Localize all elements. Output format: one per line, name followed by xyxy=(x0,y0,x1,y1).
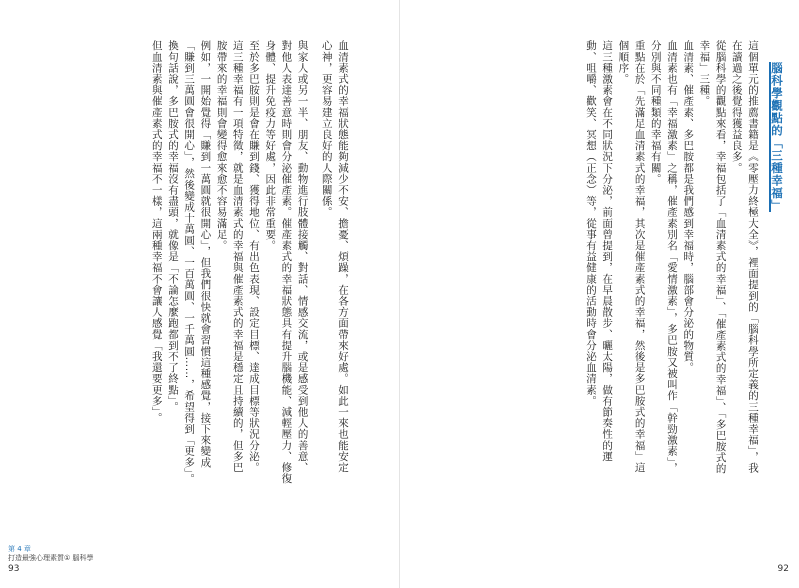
left-page xyxy=(0,0,399,588)
paragraph: 換句話說，多巴胺式的幸福沒有盡頭，就像是「不論怎麼跑都到不了終點」。 xyxy=(166,40,179,413)
paragraph: 身體、提升免疫力等好處，因此非常重要。 xyxy=(264,40,277,251)
left-page-body xyxy=(149,40,351,500)
paragraph: 對他人表達善意時則會分泌催產素。催產素式的幸福狀態具有提升腦機能、減輕壓力、修復 xyxy=(280,40,293,484)
paragraph: 分別與不同種類的幸福有關。 xyxy=(649,40,662,185)
paragraph: 至於多巴胺則是會在賺到錢、獲得地位、有出色表現、設定目標、達成目標等狀況分泌。 xyxy=(247,40,260,473)
paragraph: 胺帶來的幸福則會變得愈來愈不容易滿足。 xyxy=(215,40,228,251)
paragraph: 這三種激素會在不同狀況下分泌，前面曾提到，在早晨散步、曬太陽，做有節奏性的運 xyxy=(601,40,614,462)
paragraph-spacer xyxy=(311,40,319,500)
paragraph: 心神，更容易建立良好的人際關係。 xyxy=(320,40,333,218)
page-number: 92 xyxy=(777,564,789,574)
page-number: 93 xyxy=(8,564,20,574)
paragraph: 血清素也有「幸福激素」之稱，催產素別名「愛情激素」，多巴胺又被叫作「幹勁激素」， xyxy=(665,40,678,474)
paragraph: 血清素、催產素、多巴胺都是我們感到幸福時，腦部會分泌的物質。 xyxy=(682,40,695,373)
chapter-title: 打造最強心理素質① 腦科學 xyxy=(8,554,94,562)
section-heading: 腦科學觀點的「三種幸福」 xyxy=(770,62,784,212)
paragraph: 重點在於「先滿足血清素式的幸福，其次是催產素式的幸福，然後是多巴胺式的幸福」這 xyxy=(633,40,646,473)
paragraph: 「賺到三萬圓會很開心」，然後變成十萬圓、一百萬圓、一千萬圓……，希望得到「更多」。 xyxy=(183,40,196,485)
paragraph: 個順序。 xyxy=(617,40,630,85)
paragraph: 從腦科學的觀點來看，幸福包括了「血清素式的幸福」、「催產素式的幸福」、「多巴胺式的 xyxy=(714,40,727,475)
paragraph: 幸福」三種。 xyxy=(698,40,711,107)
chapter-label: 第 4 章 xyxy=(8,545,31,553)
paragraph: 動、咀嚼、歡笑、冥想（正念）等，從事有益健康的活動時會分泌血清素。 xyxy=(584,40,597,407)
paragraph: 這個單元的推薦書籍是《零壓力終極大全》，裡面提到的「腦科學所定義的三種幸福」，我 xyxy=(747,40,759,474)
right-page-body xyxy=(583,40,761,500)
paragraph: 與家人或另一半、朋友、動物進行肢體接觸、對話、情感交流，或是感受到他人的善意、 xyxy=(296,40,309,473)
paragraph: 但血清素與催產素式的幸福不一樣，這兩種幸福不會讓人感覺「我還要更多」。 xyxy=(150,40,163,424)
paragraph: 例如，一開始覺得「賺到一萬圓就很開心」，但我們很快就會習慣這種感覺，接下來變成 xyxy=(199,40,212,468)
paragraph: 血清素式的幸福狀態能夠減少不安、擔憂、煩躁，在各方面帶來好處。如此一來也能安定 xyxy=(337,40,349,473)
right-page xyxy=(400,0,799,588)
paragraph: 這三種幸福有一項特徵，就是血清素式的幸福與催產素式的幸福是穩定且持續的，但多巴 xyxy=(231,40,244,473)
paragraph: 在讀過之後覺得獲益良多。 xyxy=(730,40,743,174)
